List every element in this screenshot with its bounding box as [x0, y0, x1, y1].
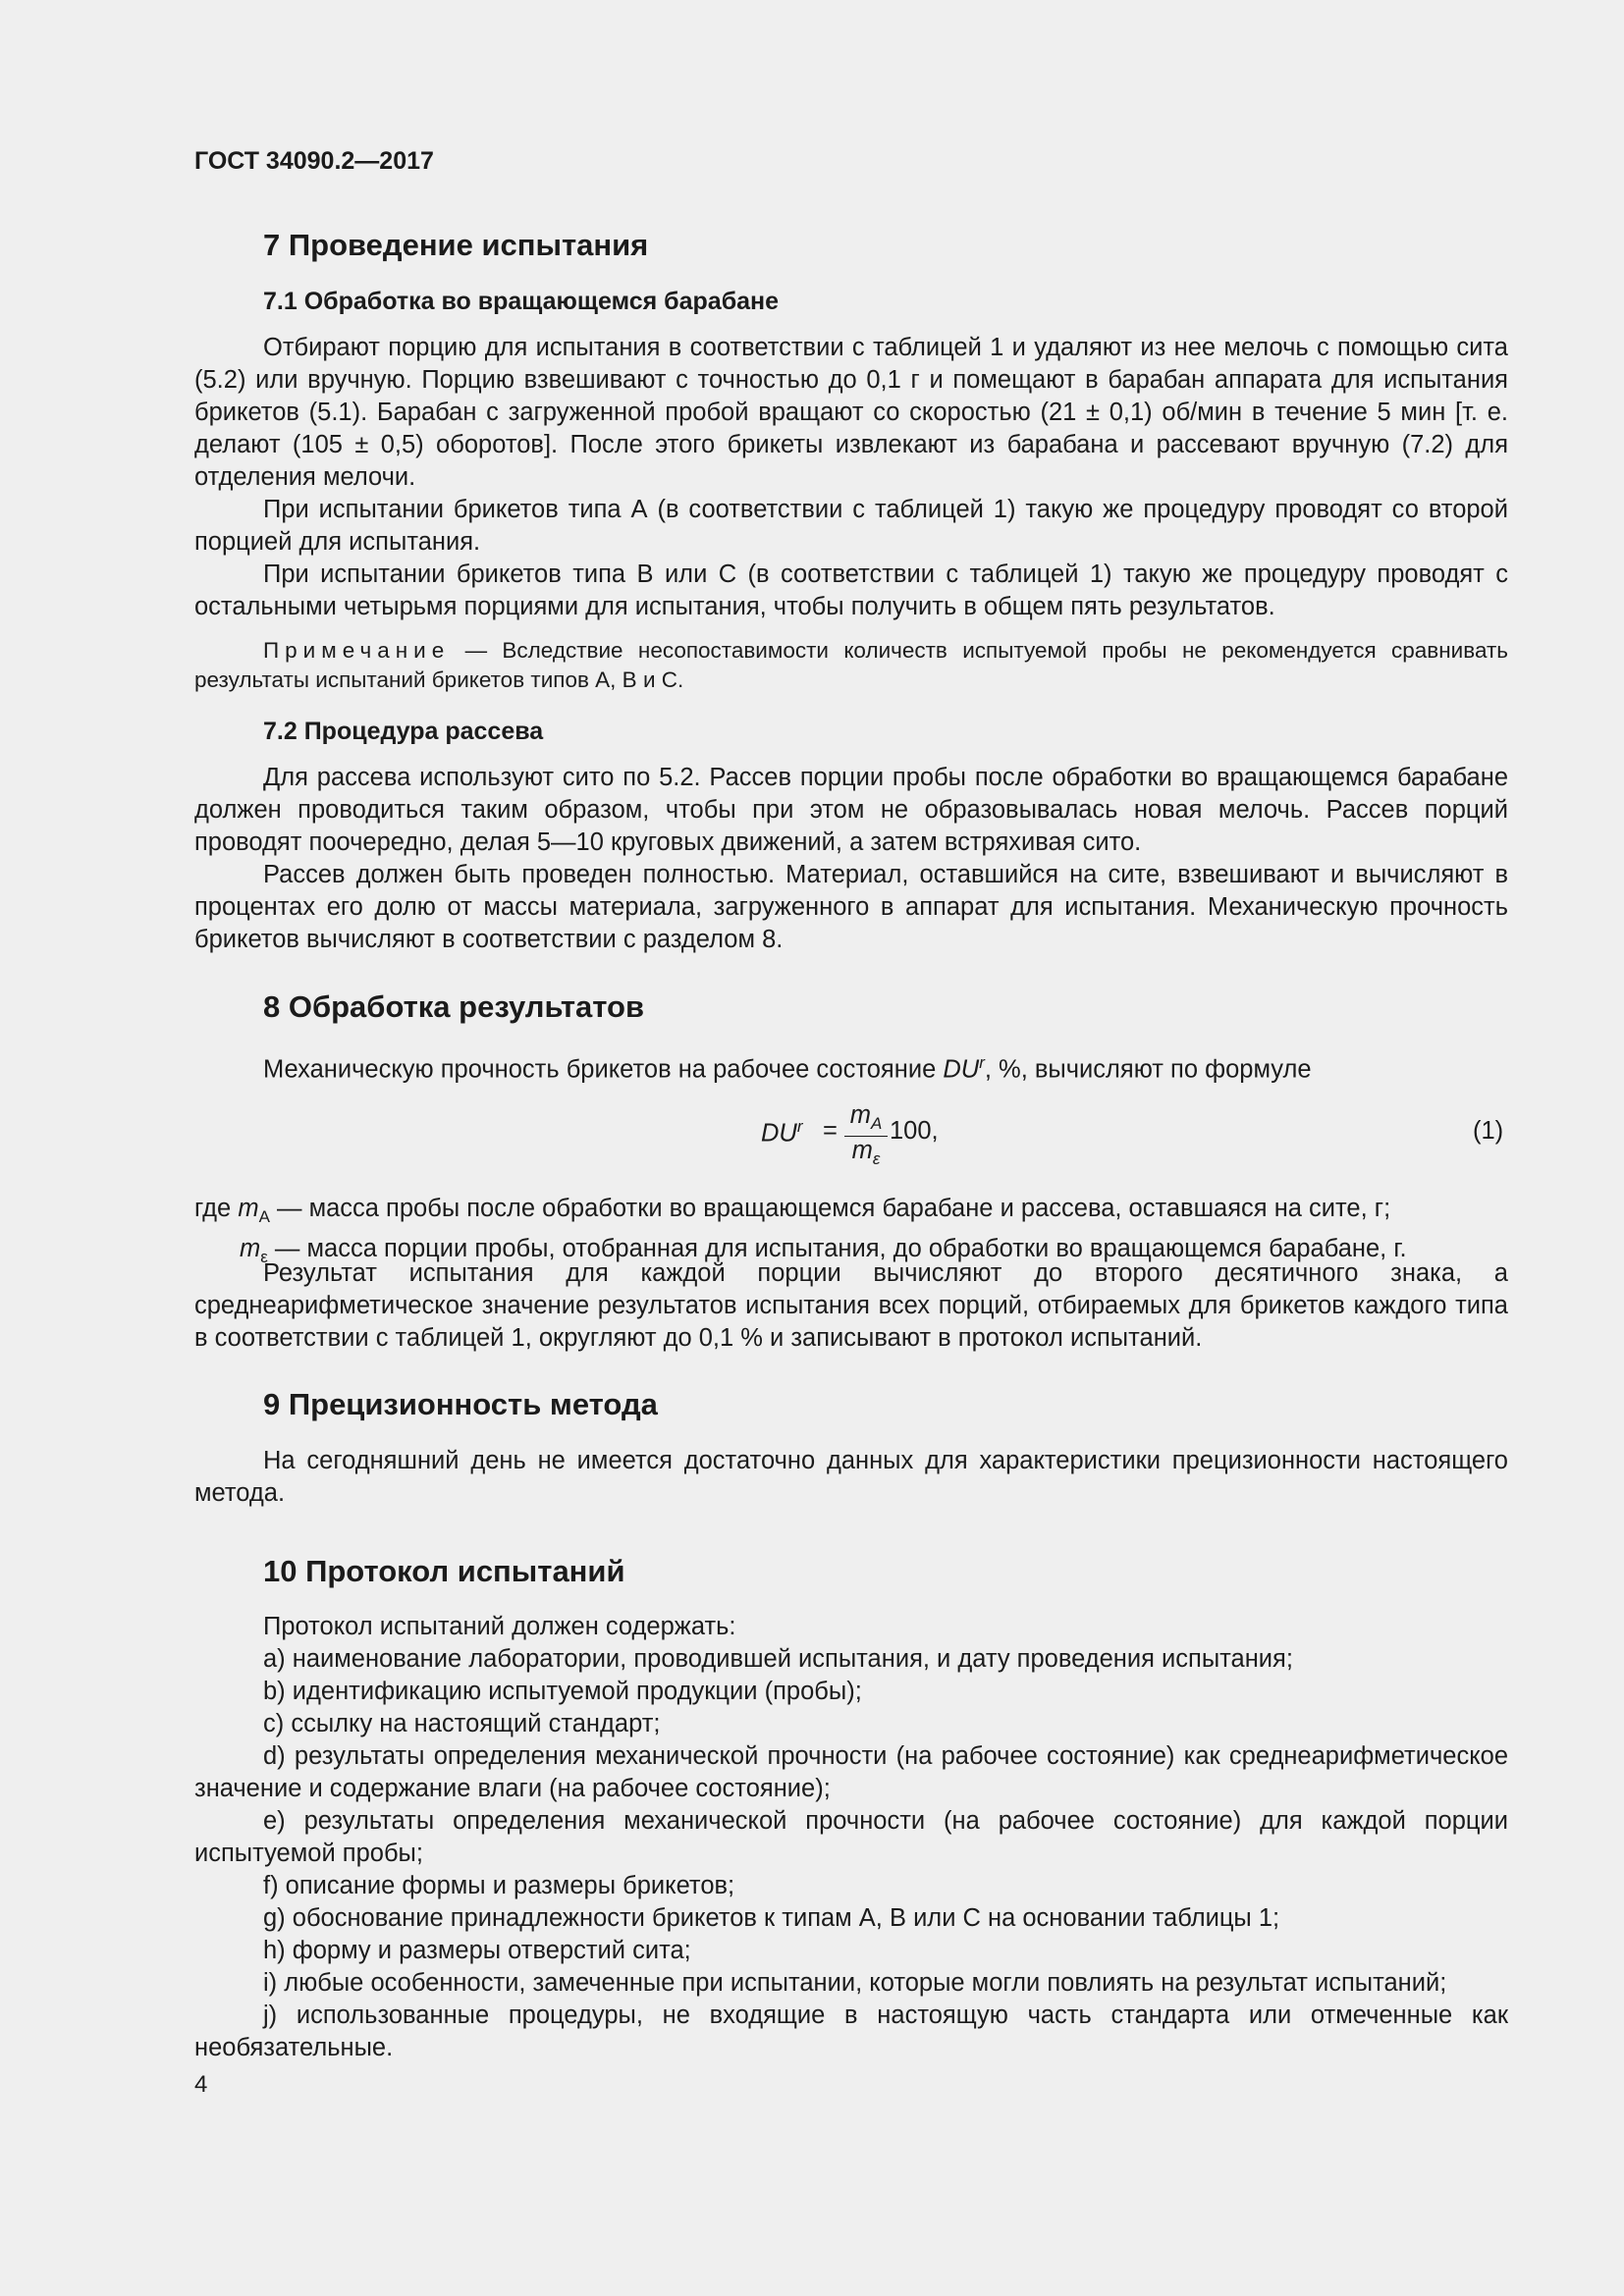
legend-item: где $m_A$ — масса пробы после обработки во вращающемся барабане и рассева, оставшаяся на сите, г; [194, 1195, 1391, 1227]
section-7-1-body [194, 332, 1508, 623]
list-item: g) обоснование принадлежности брикетов к типам А, В или С на основании таблицы 1; [263, 1904, 1280, 1932]
paragraph: Рассев должен быть проведен полностью. Материал, оставшийся на сите, взвешивают и вычисляют в процентах его долю от массы материала, загруженного в аппарат для испытания. Механическую прочность брикетов вычисляют в соответствии с разделом 8. [194, 861, 1508, 953]
paragraph: Для рассева используют сито по 5.2. Рассев порции пробы после обработки во вращающемся барабане должен проводиться таким образом, чтобы при этом не образовывалась новая мелочь. Рассев порций проводят поочередно, делая 5—10 круговых движений, а затем встряхивая сито. [194, 764, 1508, 856]
section-8-intro: Механическую прочность брикетов на рабочее состояние $DU^r$, %, вычисляют по формуле [263, 1053, 1312, 1084]
formula-number: (1) [1473, 1117, 1504, 1145]
formula-equals: = [823, 1117, 838, 1145]
list-item: d) результаты определения механической прочности (на рабочее состояние) как среднеарифметическое значение и содержание влаги (на рабочее состояние); [194, 1742, 1508, 1802]
list-item: j) использованные процедуры, не входящие в настоящую часть стандарта или отмеченные как необязательные. [194, 2002, 1508, 2061]
section-7-2-title: 7.2 Процедура рассева [263, 718, 544, 745]
list-item: e) результаты определения механической прочности (на рабочее состояние) для каждой порции испытуемой пробы; [194, 1807, 1508, 1867]
section-9-title: 9 Прецизионность метода [263, 1387, 658, 1421]
note-label: Примечание [263, 638, 451, 663]
section-7-title: 7 Проведение испытания [263, 228, 649, 262]
document-header: ГОСТ 34090.2—2017 [194, 147, 434, 175]
list-intro: Протокол испытаний должен содержать: [263, 1613, 736, 1640]
list-item: i) любые особенности, замеченные при испытании, которые могли повлиять на результат испытаний; [263, 1969, 1447, 1997]
section-10-title: 10 Протокол испытаний [263, 1554, 625, 1588]
list-item: a) наименование лаборатории, проводившей испытания, и дату проведения испытания; [263, 1645, 1293, 1673]
section-7-1-title: 7.1 Обработка во вращающемся барабане [263, 288, 780, 315]
list-item: f) описание формы и размеры брикетов; [263, 1872, 735, 1899]
paragraph: Отбирают порцию для испытания в соответствии с таблицей 1 и удаляют из нее мелочь с помощью сита (5.2) или вручную. Порцию взвешивают с точностью до 0,1 г и помещают в барабан аппарата для испытания брикетов (5.1). Барабан с загруженной пробой вращают со скоростью (21 ± 0,1) об/мин в течение 5 мин [т. е. делают (105 ± 0,5) оборотов]. После этого брикеты извлекают из барабана и рассевают вручную (7.2) для отделения мелочи. [194, 334, 1508, 491]
paragraph: При испытании брикетов типа В или С (в соответствии с таблицей 1) такую же процедуру проводят с остальными четырьмя порциями для испытания, чтобы получить в общем пять результатов. [194, 561, 1508, 620]
note [194, 636, 1508, 695]
formula-fraction [844, 1101, 888, 1169]
formula-denominator: $m_\varepsilon$ [851, 1137, 881, 1169]
paragraph: При испытании брикетов типа А (в соответствии с таблицей 1) такую же процедуру проводят со второй порцией для испытания. [194, 496, 1508, 556]
section-9-body: На сегодняшний день не имеется достаточно данных для характеристики прецизионности настоящего метода. [194, 1447, 1508, 1507]
formula-1 [0, 1097, 1624, 1176]
section-8-title: 8 Обработка результатов [263, 989, 645, 1024]
formula-factor: 100, [890, 1117, 939, 1145]
section-8-result: Результат испытания для каждой порции вычисляют до второго десятичного знака, а среднеарифметическое значение результатов испытания всех порций, отбираемых для брикетов каждого типа в соответствии с таблицей 1, округляют до 0,1 % и записывают в протокол испытаний. [194, 1259, 1508, 1352]
page-number: 4 [194, 2071, 208, 2098]
section-7-2-body [194, 762, 1508, 956]
list-item: b) идентификацию испытуемой продукции (пробы); [263, 1678, 862, 1705]
list-item: c) ссылку на настоящий стандарт; [263, 1710, 661, 1737]
protocol-list [194, 1611, 1508, 2064]
list-item: h) форму и размеры отверстий сита; [263, 1937, 691, 1964]
formula-numerator: $m_A$ [844, 1101, 888, 1137]
legend-item: $m_\varepsilon$ — масса порции пробы, отобранная для испытания, до обработки во вращающемся барабане, г. [240, 1235, 1407, 1267]
formula-lhs: $DU^r$ [761, 1117, 803, 1148]
note-text: — Вследствие несопоставимости количеств испытуемой пробы не рекомендуется сравнивать результаты испытаний брикетов типов А, В и С. [194, 638, 1508, 692]
